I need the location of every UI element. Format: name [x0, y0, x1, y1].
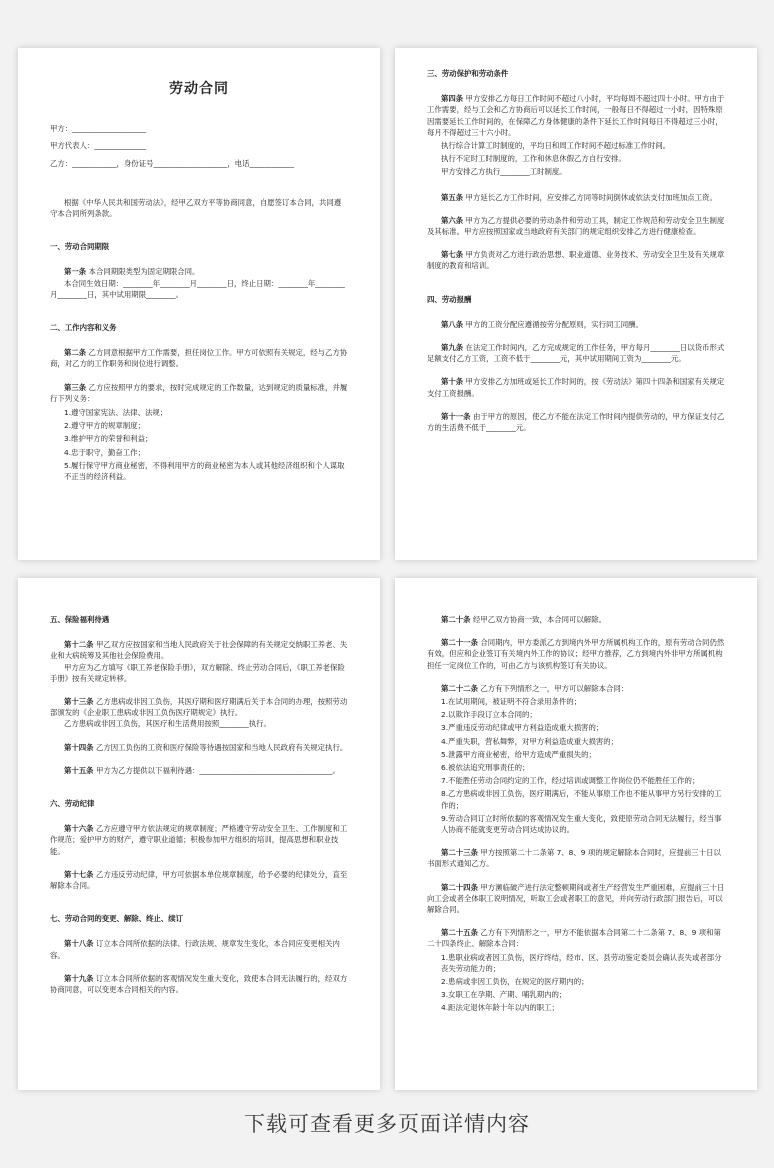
- list-item: 3.维护甲方的荣誉和利益；: [64, 434, 153, 444]
- article-text: 本合同期限类型为固定期限合同。: [88, 267, 200, 277]
- article-8: [427, 319, 725, 330]
- article-5: [427, 192, 725, 203]
- party-a-field: 甲方：____________________: [50, 124, 147, 134]
- list-item: 8.乙方患病或非因工负伤，医疗期满后，不能从事原工作也不能从事甲方另行安排的工作的；: [441, 789, 722, 810]
- article-10: [427, 376, 725, 398]
- article-label: 第十条: [441, 377, 464, 387]
- article-text: 甲方濒临破产进行法定整顿期间或者生产经营发生严重困难，应提前三十日向工会或者全体职工说明情况，听取工会或者职工的意见，并向劳动行政部门报告后，可以解除合同。: [427, 882, 725, 915]
- article-text: 乙方应按照甲方的要求，按时完成规定的工作数量，达到规定的质量标准，并履行下列义务：: [50, 382, 348, 403]
- list-item: 执行不定时工时制度的，工作和休息休假乙方自行安排。: [441, 154, 626, 164]
- section-heading: 七、劳动合同的变更、解除、终止、续订: [50, 914, 184, 924]
- section-heading: 四、劳动报酬: [427, 294, 472, 304]
- article-text: 甲方延长乙方工作时间，应安排乙方同等时间倒休或依法支付加班加点工资。: [465, 192, 717, 202]
- article-label: 第六条: [441, 215, 464, 225]
- article-21: [427, 637, 725, 671]
- document-page-2: [395, 48, 757, 560]
- article-text: 乙方因工负伤的工资和医疗保险等待遇按国家和当地人民政府有关规定执行。: [95, 742, 348, 752]
- article-text: 乙方同意根据甲方工作需要，担任岗位工作。甲方可依照有关规定，经与乙方协商，对乙方的工作职务和岗位进行调整。: [50, 348, 348, 369]
- download-more-caption: 下载可查看更多页面详情内容: [244, 1112, 530, 1136]
- article-text: 甲方的工资分配应遵循按劳分配原则，实行同工同酬。: [465, 319, 643, 329]
- article-text: 合同期内，甲方委派乙方到境内外甲方所属机构工作的，原有劳动合同仍然有效，但应和企业签订有关境内外工作的协议；经甲方推荐，乙方到境内外非甲方所属机构担任一定岗位工作的，可由乙方与该机构签订有关协议。: [427, 638, 725, 670]
- article-6: [427, 215, 725, 237]
- article-label: 第十九条: [64, 973, 94, 983]
- article-14: [50, 742, 348, 753]
- article-text: 乙方应遵守甲方依法规定的规章制度；严格遵守劳动安全卫生、工作制度和工作规范；爱护甲方的财产，遵守职业道德；积极参加甲方组织的培训，提高思想和职业技能。: [50, 824, 348, 856]
- article-7: [427, 249, 725, 271]
- article-label: 第十一条: [441, 411, 471, 421]
- article-18: [50, 938, 348, 960]
- article-label: 第五条: [441, 192, 464, 202]
- article-3: [50, 382, 348, 404]
- article-text: 经甲乙双方协商一致，本合同可以解除。: [472, 615, 606, 624]
- article-text: 乙方患病或非因工负伤，其医疗期和医疗期满后关于本合同的办理，按照劳动部颁发的《企业职工患病或非因工负伤医疗期规定》执行。: [50, 697, 348, 718]
- document-page-3: [18, 578, 380, 1090]
- list-item: 5.履行保守甲方商业秘密，不得利用甲方的商业秘密为本人或其他经济组织和个人谋取不正当的经济利益。: [64, 460, 345, 482]
- article-text: 乙方违反劳动纪律，甲方可依据本单位规章制度，给予必要的纪律处分，直至解除本合同。: [50, 869, 348, 891]
- article-15: [50, 765, 348, 776]
- article-label: 第二十条: [441, 615, 471, 624]
- intro-paragraph: 根据《中华人民共和国劳动法》，经甲乙双方平等协商同意，自愿签订本合同，共同遵守本合同所列条款。: [50, 197, 342, 219]
- article-text: 在法定工作时间内，乙方完成规定的工作任务，甲方每月________日以货币形式足额支付乙方工资，工资不低于________元，其中试用期间工资为________元。: [427, 343, 725, 364]
- article-13: [50, 696, 348, 730]
- article-11: [427, 411, 725, 433]
- list-item: 7.不能胜任劳动合同约定的工作，经过培训或调整工作岗位仍不能胜任工作的；: [441, 776, 700, 786]
- article-label: 第九条: [441, 343, 464, 353]
- article-label: 第十二条: [64, 640, 94, 650]
- article-4: [427, 93, 725, 138]
- article-text: 本合同生效日期：________年________月________日，终止日期：________年________月________日，其中试用期限________。: [50, 278, 345, 299]
- article-text: 甲方为乙方提供以下福利待遇：____________________________________。: [95, 765, 340, 775]
- article-label: 第一条: [64, 267, 87, 277]
- article-label: 第七条: [441, 250, 464, 260]
- article-label: 第十五条: [64, 765, 94, 775]
- article-label: 第八条: [441, 319, 464, 329]
- article-text: 甲方负责对乙方进行政治思想、职业道德、业务技术、劳动安全卫生及有关规章制度的教育和培训。: [427, 250, 725, 271]
- list-item: 4.严重失职，营私舞弊，对甲方利益造成重大损害的；: [441, 736, 619, 746]
- section-heading: 五、保险福利待遇: [50, 615, 110, 624]
- article-23: [427, 847, 725, 869]
- article-text: 乙方有下列情形之一，甲方不能依据本合同第二十二条第 7、8、9 项和第二十四条终止、解除本合同：: [427, 928, 721, 949]
- article-label: 第三条: [64, 382, 87, 392]
- article-label: 第二十三条: [441, 848, 478, 858]
- article-label: 第十三条: [64, 697, 94, 707]
- article-25: [427, 927, 725, 949]
- list-item: 2.以欺诈手段订立本合同的；: [441, 710, 537, 720]
- article-text: 甲方安排乙方每日工作时间不超过八小时，平均每周不超过四十小时。甲方由于工作需要，经与工会和乙方协商后可以延长工作时间，一般每日不得超过一小时，因特殊原因需要延长工作时间的，在保障乙方身体健康的条件下延长工作时间每日不得超过三小时，每月不得超过三十六小时。: [427, 94, 725, 137]
- article-text: 由于甲方的原因，使乙方不能在法定工作时间内提供劳动的，甲方保证支付乙方的生活费不低于________元。: [427, 411, 725, 433]
- article-20: [427, 614, 725, 625]
- list-item: 2.患病或非因工负伤，在规定的医疗期内的；: [441, 977, 589, 987]
- article-label: 第十七条: [64, 869, 94, 879]
- article-text: 甲方安排乙方加班或延长工作时间的，按《劳动法》第四十四条和国家有关规定支付工资报酬。: [427, 377, 725, 398]
- article-19: [50, 973, 348, 995]
- list-item: 9.劳动合同订立时所依据的客观情况发生重大变化，致使原劳动合同无法履行，经当事人协商不能就变更劳动合同达成协议的。: [441, 813, 722, 835]
- article-text: 甲乙双方应按国家和当地人民政府关于社会保障的有关规定交纳职工养老、失业和大病统筹及其他社会保险费用。: [50, 640, 348, 661]
- article-label: 第二十二条: [441, 683, 478, 693]
- article-17: [50, 869, 348, 891]
- list-item: 4.距法定退休年龄十年以内的职工；: [441, 1003, 559, 1013]
- article-label: 第十八条: [64, 939, 94, 949]
- article-22: [427, 683, 725, 694]
- article-12: [50, 639, 348, 684]
- article-label: 第二十四条: [441, 882, 478, 892]
- article-label: 第二十一条: [441, 638, 478, 648]
- article-text: 甲方按照第二十二条第 7、8、9 项的规定解除本合同时，应提前三十日以书面形式通知乙方。: [427, 848, 721, 869]
- article-label: 第四条: [441, 94, 464, 104]
- article-label: 第十六条: [64, 824, 94, 834]
- list-item: 5.泄露甲方商业秘密，给甲方造成严重损失的；: [441, 749, 596, 759]
- list-item: 执行综合计算工时制度的，平均日和周工作时间不超过标准工作时间。: [441, 141, 671, 151]
- list-item: 1.患职业病或者因工负伤，医疗终结，经市、区、县劳动鉴定委员会确认丧失或者部分丧失劳动能力的；: [441, 952, 722, 973]
- article-text: 乙方患病或非因工负伤，其医疗和生活费用按照________执行。: [64, 719, 271, 729]
- article-text: 订立本合同所依据的客观情况发生重大变化，致使本合同无法履行的，经双方协商同意，可以变更本合同相关的内容。: [50, 973, 348, 995]
- list-item: 2.遵守甲方的规章制度；: [64, 421, 145, 431]
- article-text: 甲方应为乙方填写《职工养老保险手册》，双方解除、终止劳动合同后，《职工养老保险手册》按有关规定转移。: [50, 662, 345, 683]
- article-label: 第二条: [64, 348, 87, 358]
- section-heading: 二、工作内容和义务: [50, 323, 117, 333]
- list-item: 1.遵守国家宪法、法律、法规；: [64, 408, 168, 418]
- list-item: 4.忠于职守，勤奋工作；: [64, 447, 145, 457]
- section-heading: 六、劳动纪律: [50, 799, 95, 809]
- list-item: 3.严重违反劳动纪律或甲方利益造成重大损害的；: [441, 723, 604, 733]
- document-page-1: [18, 48, 380, 560]
- article-9: [427, 342, 725, 364]
- party-a-rep-field: 甲方代表人：______________: [50, 141, 147, 151]
- list-item: 1.在试用期间，被证明不符合录用条件的；: [441, 697, 582, 707]
- document-title: 劳动合同: [169, 81, 229, 97]
- article-text: 订立本合同所依据的法律、行政法规、规章发生变化，本合同应变更相关内容。: [50, 939, 340, 960]
- article-text: 甲方为乙方提供必要的劳动条件和劳动工具，制定工作规范和劳动安全卫生制度及其标准。甲方应按照国家或当地政府有关部门的规定组织安排乙方进行健康检查。: [427, 215, 725, 237]
- article-16: [50, 823, 348, 857]
- document-page-4: [395, 578, 757, 1090]
- article-2: [50, 347, 348, 369]
- list-item: 甲方安排乙方执行________工时制度。: [441, 167, 567, 177]
- list-item: 3.女职工在孕期、产期、哺乳期内的；: [441, 990, 567, 1000]
- section-heading: 一、劳动合同期限: [50, 242, 110, 252]
- article-24: [427, 882, 725, 916]
- party-b-field: 乙方：____________，身份证号____________________，电话____________: [50, 158, 294, 168]
- section-heading: 三、劳动保护和劳动条件: [427, 69, 509, 78]
- list-item: 6.被依法追究刑事责任的；: [441, 763, 530, 773]
- article-label: 第十四条: [64, 742, 94, 752]
- article-label: 第二十五条: [441, 928, 478, 938]
- article-1: [50, 266, 348, 300]
- article-text: 乙方有下列情形之一，甲方可以解除本合同：: [480, 683, 629, 693]
